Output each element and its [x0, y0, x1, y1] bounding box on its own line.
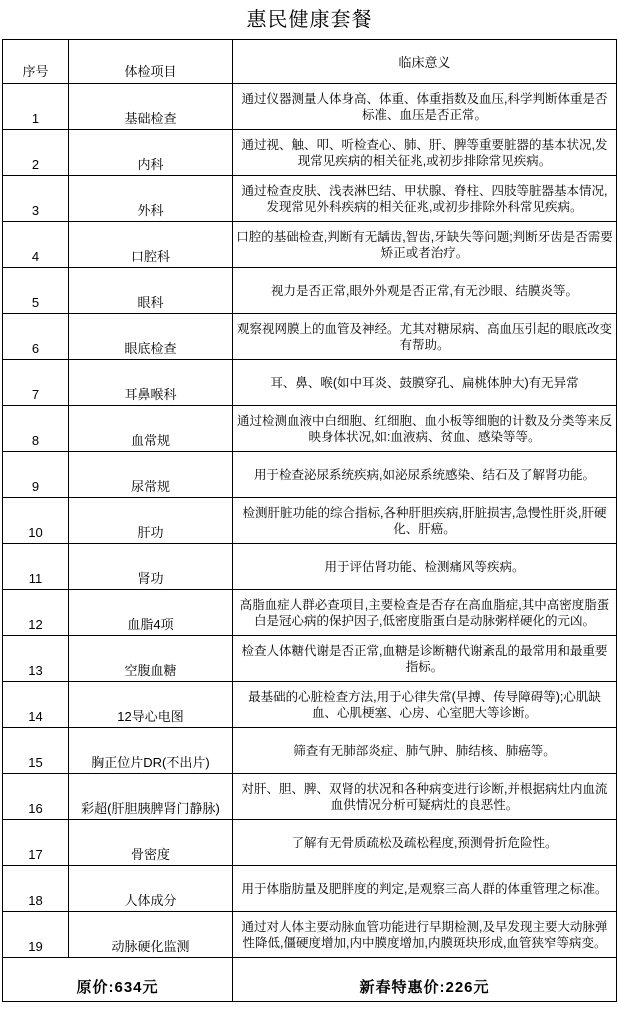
row-index: 16: [3, 774, 69, 820]
row-item: 基础检查: [69, 84, 233, 130]
row-significance: 了解有无骨质疏松及疏松程度,预测骨折危险性。: [233, 820, 617, 866]
table-row: [3, 866, 617, 912]
row-item: 内科: [69, 130, 233, 176]
header-row: [3, 40, 617, 84]
row-index: 1: [3, 84, 69, 130]
row-significance: 通过检查皮肤、浅表淋巴结、甲状腺、脊柱、四肢等脏器基本情况,发现常见外科疾病的相关征兆,或初步排除外科常见疾病。: [233, 176, 617, 222]
table-body: [3, 84, 617, 958]
row-index: 6: [3, 314, 69, 360]
row-item: 眼科: [69, 268, 233, 314]
row-item: 口腔科: [69, 222, 233, 268]
original-price: 原价:634元: [3, 958, 233, 1002]
row-item: 胸正位片DR(不出片): [69, 728, 233, 774]
row-index: 5: [3, 268, 69, 314]
table-row: [3, 360, 617, 406]
row-significance: 用于评估肾功能、检测痛风等疾病。: [233, 544, 617, 590]
row-item: 血脂4项: [69, 590, 233, 636]
row-item: 彩超(肝胆胰脾肾门静脉): [69, 774, 233, 820]
row-significance: 通过仪器测量人体身高、体重、体重指数及血压,科学判断体重是否标准、血压是否正常。: [233, 84, 617, 130]
row-index: 4: [3, 222, 69, 268]
row-significance: 耳、鼻、喉(如中耳炎、鼓膜穿孔、扁桃体肿大)有无异常: [233, 360, 617, 406]
health-package-table: [2, 39, 617, 1002]
column-header-index: 序号: [3, 40, 69, 84]
row-index: 10: [3, 498, 69, 544]
table-row: [3, 636, 617, 682]
table-row: [3, 498, 617, 544]
row-index: 18: [3, 866, 69, 912]
row-item: 动脉硬化监测: [69, 912, 233, 958]
row-item: 尿常规: [69, 452, 233, 498]
row-significance: 用于检查泌尿系统疾病,如泌尿系统感染、结石及了解肾功能。: [233, 452, 617, 498]
table-row: [3, 774, 617, 820]
row-index: 13: [3, 636, 69, 682]
table-row: [3, 314, 617, 360]
row-index: 15: [3, 728, 69, 774]
table-row: [3, 820, 617, 866]
table-row: [3, 682, 617, 728]
table-row: [3, 84, 617, 130]
page-title: 惠民健康套餐: [246, 7, 373, 31]
table-row: [3, 406, 617, 452]
row-item: 12导心电图: [69, 682, 233, 728]
table-row: [3, 452, 617, 498]
column-header-item: 体检项目: [69, 40, 233, 84]
price-row: [3, 958, 617, 1002]
table-row: [3, 912, 617, 958]
row-index: 7: [3, 360, 69, 406]
row-significance: 检查人体糖代谢是否正常,血糖是诊断糖代谢紊乱的最常用和最重要指标。: [233, 636, 617, 682]
table-row: [3, 544, 617, 590]
row-significance: 筛查有无肺部炎症、肺气肿、肺结核、肺癌等。: [233, 728, 617, 774]
table-row: [3, 590, 617, 636]
table-row: [3, 176, 617, 222]
row-index: 8: [3, 406, 69, 452]
table-row: [3, 222, 617, 268]
row-index: 2: [3, 130, 69, 176]
row-significance: 检测肝脏功能的综合指标,各种肝胆疾病,肝脏损害,急慢性肝炎,肝硬化、肝癌。: [233, 498, 617, 544]
row-significance: 对肝、胆、脾、双肾的状况和各种病变进行诊断,并根据病灶内血流血供情况分析可疑病灶的良恶性。: [233, 774, 617, 820]
row-item: 肾功: [69, 544, 233, 590]
row-significance: 观察视网膜上的血管及神经。尤其对糖尿病、高血压引起的眼底改变有帮助。: [233, 314, 617, 360]
row-index: 11: [3, 544, 69, 590]
row-significance: 通过视、触、叩、听检查心、肺、肝、脾等重要脏器的基本状况,发现常见疾病的相关征兆,或初步排除常见疾病。: [233, 130, 617, 176]
row-item: 骨密度: [69, 820, 233, 866]
row-index: 3: [3, 176, 69, 222]
row-index: 14: [3, 682, 69, 728]
table-row: [3, 130, 617, 176]
table-row: [3, 268, 617, 314]
row-item: 血常规: [69, 406, 233, 452]
row-significance: 通过检测血液中白细胞、红细胞、血小板等细胞的计数及分类等来反映身体状况,如:血液病、贫血、感染等等。: [233, 406, 617, 452]
row-item: 人体成分: [69, 866, 233, 912]
special-price: 新春特惠价:226元: [233, 958, 617, 1002]
row-index: 12: [3, 590, 69, 636]
table-row: [3, 728, 617, 774]
row-item: 空腹血糖: [69, 636, 233, 682]
row-significance: 最基础的心脏检查方法,用于心律失常(早搏、传导障碍等);心肌缺血、心肌梗塞、心房、心室肥大等诊断。: [233, 682, 617, 728]
row-item: 眼底检查: [69, 314, 233, 360]
row-significance: 通过对人体主要动脉血管功能进行早期检测,及早发现主要大动脉弹性降低,僵硬度增加,内中膜度增加,内膜斑块形成,血管狭窄等病变。: [233, 912, 617, 958]
row-index: 19: [3, 912, 69, 958]
row-index: 9: [3, 452, 69, 498]
row-significance: 高脂血症人群必查项目,主要检查是否存在高血脂症,其中高密度脂蛋白是冠心病的保护因子,低密度脂蛋白是动脉粥样硬化的元凶。: [233, 590, 617, 636]
row-item: 肝功: [69, 498, 233, 544]
row-significance: 用于体脂肪量及肥胖度的判定,是观察三高人群的体重管理之标准。: [233, 866, 617, 912]
row-item: 外科: [69, 176, 233, 222]
row-significance: 口腔的基础检查,判断有无龋齿,智齿,牙缺失等问题;判断牙齿是否需要矫正或者治疗。: [233, 222, 617, 268]
column-header-significance: 临床意义: [233, 40, 617, 84]
row-index: 17: [3, 820, 69, 866]
row-significance: 视力是否正常,眼外外观是否正常,有无沙眼、结膜炎等。: [233, 268, 617, 314]
row-item: 耳鼻喉科: [69, 360, 233, 406]
